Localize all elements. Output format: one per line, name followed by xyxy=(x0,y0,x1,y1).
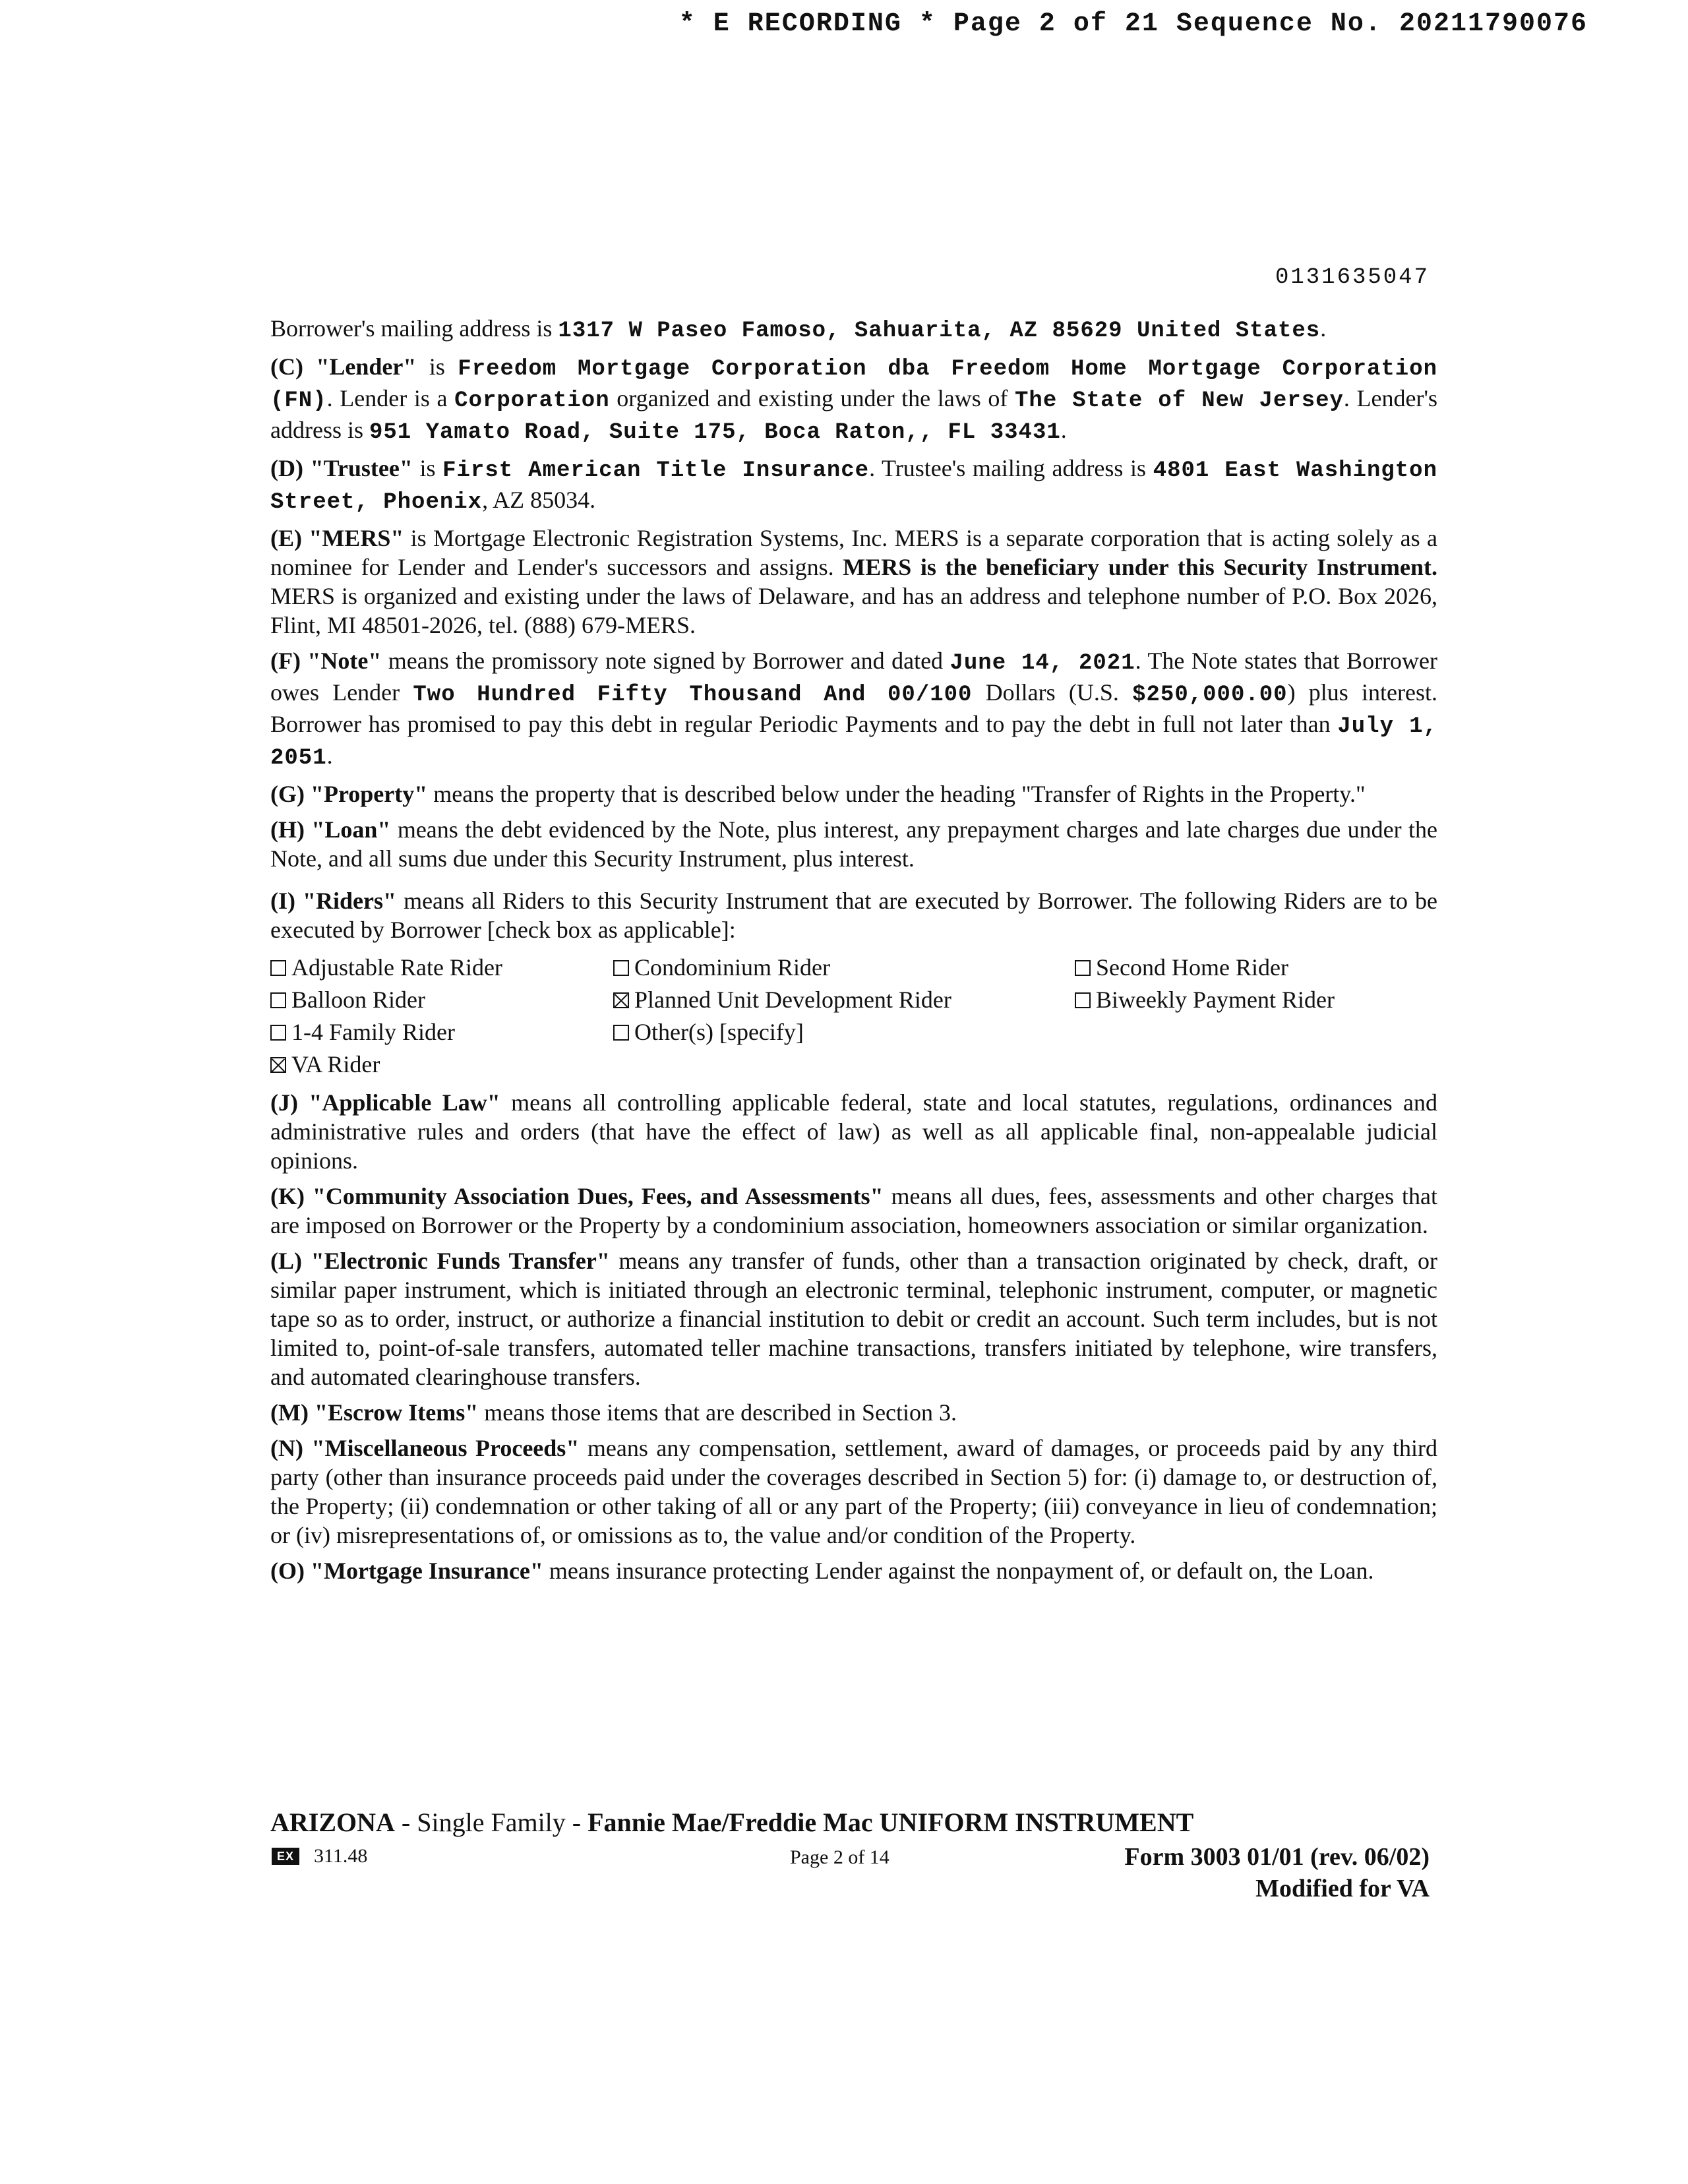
mers-paragraph: (E) "MERS" is Mortgage Electronic Registration Systems, Inc. MERS is a separate corporation that is acting solely as a nominee for Lender and Lender's successors and assigns. MERS is the beneficiary under this Security Instrument. MERS is organized and existing under the laws of Delaware, and has an address and telephone number of P.O. Box 2026, Flint, MI 48501-2026, tel. (888) 679-MERS. xyxy=(270,525,1438,638)
checkbox-icon[interactable] xyxy=(1075,960,1091,976)
eft-label: (L) "Electronic Funds Transfer" xyxy=(270,1248,610,1274)
escrow-items-paragraph: (M) "Escrow Items" means those items that are described in Section 3. xyxy=(270,1399,957,1426)
community-association-paragraph: (K) "Community Association Dues, Fees, and Assessments" means all dues, fees, assessments and other charges that are imposed on Borrower or the Property by a condominium association, homeowners association or similar organization. xyxy=(270,1183,1437,1238)
lender-name: Freedom Mortgage Corporation dba Freedom Home Mortgage Corporation (FN) xyxy=(270,357,1438,413)
mortgage-insurance-paragraph: (O) "Mortgage Insurance" means insurance protecting Lender against the nonpayment of, or default on, the Loan. xyxy=(270,1558,1374,1584)
mortgage-insurance-label: (O) "Mortgage Insurance" xyxy=(270,1558,543,1584)
rider-balloon[interactable]: Balloon Rider xyxy=(270,985,613,1016)
checkbox-icon[interactable] xyxy=(613,960,629,976)
mers-label: (E) "MERS" xyxy=(270,525,404,551)
footer-form-code: 311.48 xyxy=(314,1845,368,1867)
miscellaneous-proceeds-label: (N) "Miscellaneous Proceeds" xyxy=(270,1435,580,1461)
footer-instrument: Fannie Mae/Freddie Mac UNIFORM INSTRUMENT xyxy=(588,1807,1194,1837)
rider-va[interactable]: VA Rider xyxy=(270,1049,613,1080)
rider-biweekly-payment[interactable]: Biweekly Payment Rider xyxy=(1075,985,1437,1016)
recording-header: * E RECORDING * Page 2 of 21 Sequence No. 20211790076 xyxy=(678,9,1588,39)
applicable-law-label: (J) "Applicable Law" xyxy=(270,1089,500,1116)
riders-label: (I) "Riders" xyxy=(270,888,397,914)
note-amount: $250,000.00 xyxy=(1132,682,1288,708)
note-label: (F) "Note" xyxy=(270,648,382,674)
property-paragraph: (G) "Property" means the property that is described below under the heading "Transfer of Rights in the Property." xyxy=(270,781,1366,807)
checked-checkbox-icon[interactable] xyxy=(613,992,629,1008)
checkbox-icon[interactable] xyxy=(270,960,286,976)
footer-state: ARIZONA xyxy=(270,1807,395,1837)
rider-other[interactable]: Other(s) [specify] xyxy=(613,1017,1075,1048)
note-maturity-date: July 1, 2051 xyxy=(270,714,1437,771)
lender-paragraph: (C) "Lender" is Freedom Mortgage Corporation dba Freedom Home Mortgage Corporation (FN). Lender is a Corporation organized and existing under the laws of The State of New Jersey. Lender's address is 951 Yamato Road, Suite 175, Boca Raton,, FL 33431. xyxy=(270,353,1438,445)
loan-label: (H) "Loan" xyxy=(270,816,391,843)
borrower-address-paragraph: Borrower's mailing address is 1317 W Paseo Famoso, Sahuarita, AZ 85629 United States. xyxy=(270,315,1327,344)
applicable-law-paragraph: (J) "Applicable Law" means all controlling applicable federal, state and local statutes, regulations, ordinances and administrative rules and orders (that have the effect of law) as well as all applicable final, non-appealable judicial opinions. xyxy=(270,1089,1438,1174)
trustee-label: (D) "Trustee" xyxy=(270,455,413,481)
lender-address: 951 Yamato Road, Suite 175, Boca Raton,, FL 33431 xyxy=(369,420,1061,445)
rider-planned-unit-development[interactable]: Planned Unit Development Rider xyxy=(613,985,1075,1016)
mers-beneficiary-statement: MERS is the beneficiary under this Security Instrument. xyxy=(843,554,1438,580)
trustee-address-city: , Phoenix xyxy=(355,490,483,515)
rider-adjustable-rate[interactable]: Adjustable Rate Rider xyxy=(270,952,613,983)
property-label: (G) "Property" xyxy=(270,781,428,807)
rider-second-home[interactable]: Second Home Rider xyxy=(1075,952,1437,983)
trustee-paragraph: (D) "Trustee" is First American Title Insurance. Trustee's mailing address is 4801 East Washington Street, Phoenix, AZ 85034. xyxy=(270,455,1437,515)
checkbox-icon[interactable] xyxy=(1075,992,1091,1008)
loan-number: 0131635047 xyxy=(1275,265,1430,290)
riders-paragraph: (I) "Riders" means all Riders to this Security Instrument that are executed by Borrower. The following Riders are to be executed by Borrower [check box as applicable]: xyxy=(270,888,1438,943)
miscellaneous-proceeds-paragraph: (N) "Miscellaneous Proceeds" means any compensation, settlement, award of damages, or proceeds paid by any third party (other than insurance proceeds paid under the coverages described in Section 5) for: (i) damage to, or destruction of, the Property; (ii) condemnation or other taking of all or any part of the Property; (iii) conveyance in lieu of condemnation; or (iv) misrepresentations of, or omissions as to, the value and/or condition of the Property. xyxy=(270,1435,1438,1548)
checkbox-icon[interactable] xyxy=(613,1025,629,1041)
checked-checkbox-icon[interactable] xyxy=(270,1057,286,1073)
document-body xyxy=(270,314,1437,1592)
lender-label: (C) "Lender" xyxy=(270,353,417,380)
borrower-address: 1317 W Paseo Famoso, Sahuarita, AZ 85629 United States xyxy=(558,318,1321,344)
checkbox-icon[interactable] xyxy=(270,1025,286,1041)
footer-page-number: Page 2 of 14 xyxy=(790,1846,889,1868)
lender-state: The State of New Jersey xyxy=(1015,388,1344,413)
rider-1-4-family[interactable]: 1-4 Family Rider xyxy=(270,1017,613,1048)
trustee-address-state: , AZ 85034 xyxy=(482,487,590,513)
trustee-address-street: 4801 East Washington Street xyxy=(270,458,1437,515)
riders-checklist xyxy=(270,952,1437,1080)
rider-condominium[interactable]: Condominium Rider xyxy=(613,952,1075,983)
note-date: June 14, 2021 xyxy=(950,651,1135,676)
footer-title: ARIZONA - Single Family - Fannie Mae/Freddie Mac UNIFORM INSTRUMENT xyxy=(270,1807,1194,1837)
footer-code xyxy=(272,1845,367,1867)
community-association-label: (K) "Community Association Dues, Fees, and Assessments" xyxy=(270,1183,884,1209)
ex-logo-icon: EX xyxy=(272,1848,299,1865)
eft-paragraph: (L) "Electronic Funds Transfer" means any transfer of funds, other than a transaction originated by check, draft, or similar paper instrument, which is initiated through an electronic terminal, telephonic instrument, computer, or magnetic tape so as to order, instruct, or authorize a financial institution to debit or credit an account. Such term includes, but is not limited to, point-of-sale transfers, automated teller machine transactions, transfers initiated by telephone, wire transfers, and automated clearinghouse transfers. xyxy=(270,1248,1437,1390)
note-paragraph: (F) "Note" means the promissory note signed by Borrower and dated June 14, 2021. The Note states that Borrower owes Lender Two Hundred Fifty Thousand And 00/100 Dollars (U.S. $250,000.00) plus interest. Borrower has promised to pay this debt in regular Periodic Payments and to pay the debt in full not later than July 1, 2051. xyxy=(270,648,1438,771)
footer-modified: Modified for VA xyxy=(1255,1875,1430,1902)
escrow-items-label: (M) "Escrow Items" xyxy=(270,1399,479,1426)
rider-empty-cell xyxy=(1075,1017,1437,1048)
lender-entity: Corporation xyxy=(454,388,610,413)
footer-form-info xyxy=(1124,1841,1430,1904)
checkbox-icon[interactable] xyxy=(270,992,286,1008)
note-amount-words: Two Hundred Fifty Thousand And 00/100 xyxy=(413,682,973,708)
footer-form-number: Form 3003 01/01 (rev. 06/02) xyxy=(1124,1843,1430,1871)
trustee-name: First American Title Insurance xyxy=(442,458,870,483)
loan-paragraph: (H) "Loan" means the debt evidenced by the Note, plus interest, any prepayment charges and late charges due under the Note, and all sums due under this Security Instrument, plus interest. xyxy=(270,816,1437,872)
